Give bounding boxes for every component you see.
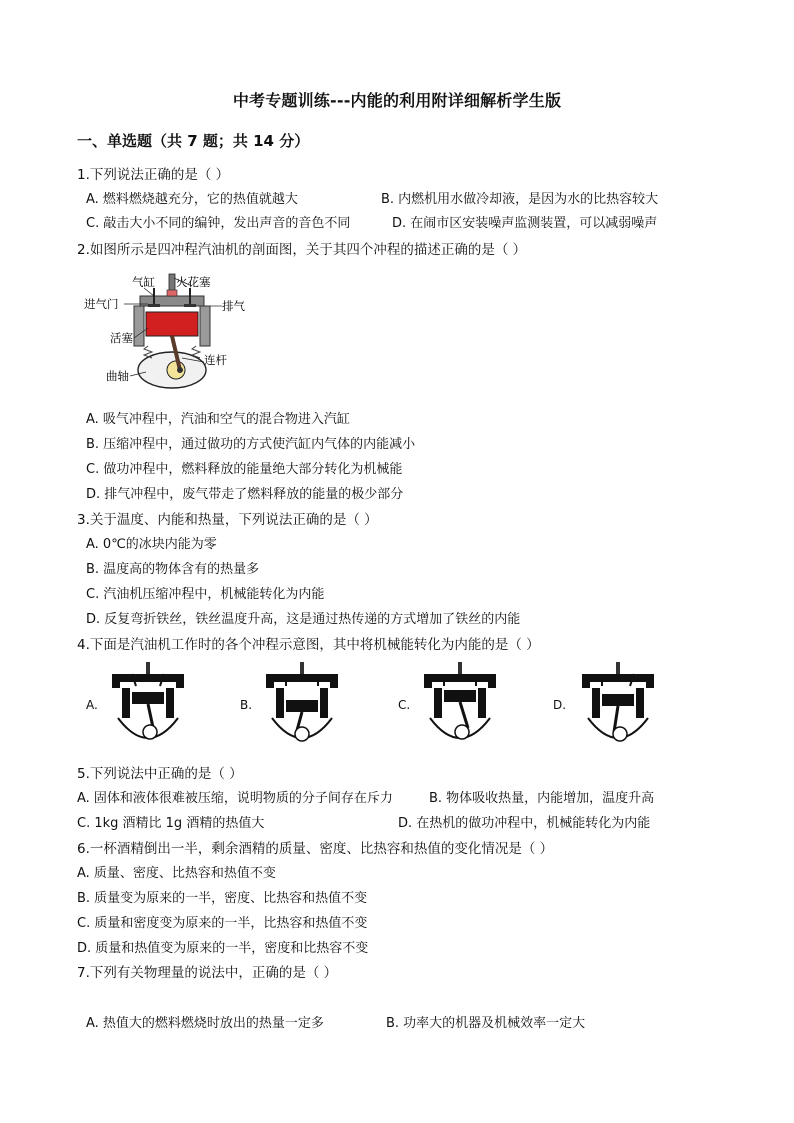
label-spark-plug: 火花塞: [176, 275, 211, 289]
question-4-stem: 4.下面是汽油机工作时的各个冲程示意图，其中将机械能转化为内能的是（ ）: [77, 637, 540, 653]
question-5-stem: 5.下列说法中正确的是（ ）: [77, 766, 243, 782]
question-6-option-a: A. 质量、密度、比热容和热值不变: [77, 866, 276, 881]
question-7-stem: 7.下列有关物理量的说法中，正确的是（ ）: [77, 965, 338, 981]
question-1-option-b: B. 内燃机用水做冷却液，是因为水的比热容较大: [381, 192, 659, 207]
engine-cross-section-figure: [84, 266, 254, 392]
section-heading: 一、单选题（共 7 题；共 14 分）: [77, 132, 310, 150]
question-1-option-d: D. 在闹市区安装噪声监测装置，可以减弱噪声: [392, 216, 658, 231]
question-5-option-b: B. 物体吸收热量，内能增加，温度升高: [429, 791, 655, 806]
question-4-option-d: D.: [553, 698, 567, 712]
label-intake-valve: 进气门: [84, 297, 119, 311]
question-2-option-a: A. 吸气冲程中，汽油和空气的混合物进入汽缸: [86, 412, 350, 427]
label-connecting-rod: 连杆: [204, 353, 227, 367]
question-5-option-c: C. 1kg 酒精比 1g 酒精的热值大: [77, 816, 265, 831]
question-4-option-c: C.: [398, 698, 411, 712]
engine-stroke-figure-b: [256, 662, 348, 752]
question-1-stem: 1.下列说法正确的是（ ）: [77, 167, 230, 183]
question-6-option-d: D. 质量和热值变为原来的一半，密度和比热容不变: [77, 941, 369, 956]
question-6-option-c: C. 质量和密度变为原来的一半，比热容和热值不变: [77, 916, 368, 931]
question-1-option-c: C. 敲击大小不同的编钟，发出声音的音色不同: [86, 216, 351, 231]
question-2-option-c: C. 做功冲程中，燃料释放的能量绝大部分转化为机械能: [86, 462, 403, 477]
question-3-option-c: C. 汽油机压缩冲程中，机械能转化为内能: [86, 587, 325, 602]
question-2-stem: 2.如图所示是四冲程汽油机的剖面图，关于其四个冲程的描述正确的是（ ）: [77, 242, 527, 258]
question-1-option-a: A. 燃料燃烧越充分，它的热值就越大: [86, 192, 298, 207]
question-7-option-a: A. 热值大的燃料燃烧时放出的热量一定多: [86, 1016, 324, 1031]
question-5-option-a: A. 固体和液体很难被压缩，说明物质的分子间存在斥力: [77, 791, 393, 806]
question-6-option-b: B. 质量变为原来的一半，密度、比热容和热值不变: [77, 891, 368, 906]
page-title: 中考专题训练---内能的利用附详细解析学生版: [232, 91, 562, 110]
question-2-option-d: D. 排气冲程中，废气带走了燃料释放的能量的极少部分: [86, 487, 404, 502]
engine-stroke-figure-c: [414, 662, 506, 752]
engine-stroke-figure-d: [572, 662, 664, 752]
question-3-option-d: D. 反复弯折铁丝，铁丝温度升高，这是通过热传递的方式增加了铁丝的内能: [86, 612, 521, 627]
question-5-option-d: D. 在热机的做功冲程中，机械能转化为内能: [398, 816, 651, 831]
question-4-option-b: B.: [240, 698, 253, 712]
question-4-option-a: A.: [86, 698, 98, 712]
question-3-option-a: A. 0℃的冰块内能为零: [86, 537, 217, 552]
question-2-option-b: B. 压缩冲程中，通过做功的方式使汽缸内气体的内能减小: [86, 437, 416, 452]
question-6-stem: 6.一杯酒精倒出一半，剩余酒精的质量、密度、比热容和热值的变化情况是（ ）: [77, 841, 554, 857]
label-exhaust: 排气: [222, 299, 245, 313]
engine-stroke-figure-a: [102, 662, 194, 752]
question-3-option-b: B. 温度高的物体含有的热量多: [86, 562, 260, 577]
label-cylinder: 气缸: [132, 275, 155, 289]
question-7-option-b: B. 功率大的机器及机械效率一定大: [386, 1016, 586, 1031]
label-crankshaft: 曲轴: [106, 369, 129, 383]
question-3-stem: 3.关于温度、内能和热量，下列说法正确的是（ ）: [77, 512, 378, 528]
label-piston: 活塞: [110, 331, 133, 345]
